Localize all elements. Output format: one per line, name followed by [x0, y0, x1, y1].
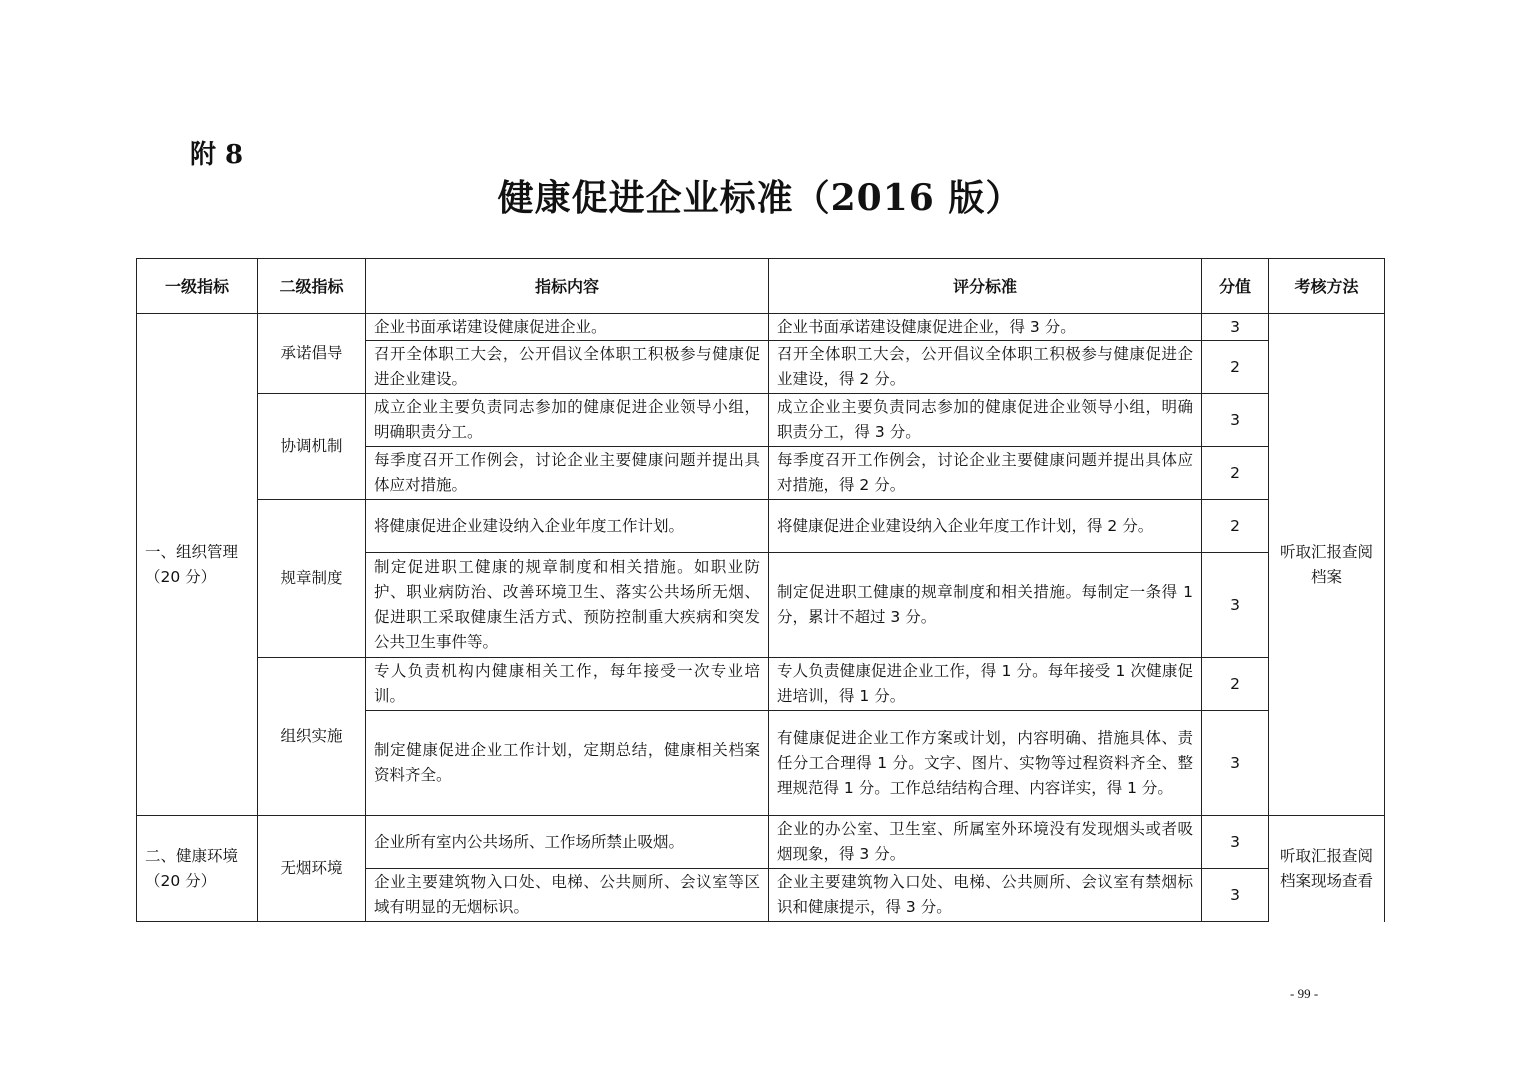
criteria-cell: 成立企业主要负责同志参加的健康促进企业领导小组，明确职责分工，得 3 分。: [769, 394, 1202, 447]
score-cell: 3: [1202, 711, 1269, 816]
content-cell: 制定健康促进企业工作计划，定期总结，健康相关档案资料齐全。: [366, 711, 769, 816]
score-cell: 2: [1202, 447, 1269, 500]
content-cell: 召开全体职工大会，公开倡议全体职工积极参与健康促进企业建设。: [366, 341, 769, 394]
document-title: 健康促进企业标准（2016 版）: [497, 177, 1023, 219]
criteria-cell: 企业书面承诺建设健康促进企业，得 3 分。: [769, 314, 1202, 341]
header-criteria: 评分标准: [769, 259, 1202, 314]
criteria-cell: 有健康促进企业工作方案或计划，内容明确、措施具体、责任分工合理得 1 分。文字、图片、实物等过程资料齐全、整理规范得 1 分。工作总结结构合理、内容详实，得 1 分。: [769, 711, 1202, 816]
method-cell: 听取汇报查阅档案现场查看: [1269, 816, 1385, 922]
level2-cell: 组织实施: [258, 658, 366, 816]
criteria-cell: 企业的办公室、卫生室、所属室外环境没有发现烟头或者吸烟现象，得 3 分。: [769, 816, 1202, 869]
table-row: [137, 500, 1385, 553]
page-number: - 99 -: [1290, 986, 1319, 1001]
header-method: 考核方法: [1269, 259, 1385, 314]
criteria-cell: 制定促进职工健康的规章制度和相关措施。每制定一条得 1 分，累计不超过 3 分。: [769, 553, 1202, 658]
table-row: [137, 658, 1385, 711]
standards-table: [136, 258, 1385, 922]
score-cell: 3: [1202, 816, 1269, 869]
score-cell: 3: [1202, 394, 1269, 447]
score-cell: 2: [1202, 658, 1269, 711]
header-content: 指标内容: [366, 259, 769, 314]
content-cell: 专人负责机构内健康相关工作，每年接受一次专业培训。: [366, 658, 769, 711]
header-score: 分值: [1202, 259, 1269, 314]
content-cell: 制定促进职工健康的规章制度和相关措施。如职业防护、职业病防治、改善环境卫生、落实公共场所无烟、促进职工采取健康生活方式、预防控制重大疾病和突发公共卫生事件等。: [366, 553, 769, 658]
table-row: [137, 816, 1385, 869]
level2-cell: 规章制度: [258, 500, 366, 658]
content-cell: 成立企业主要负责同志参加的健康促进企业领导小组，明确职责分工。: [366, 394, 769, 447]
content-cell: 企业主要建筑物入口处、电梯、公共厕所、会议室等区域有明显的无烟标识。: [366, 869, 769, 922]
header-level2: 二级指标: [258, 259, 366, 314]
criteria-cell: 企业主要建筑物入口处、电梯、公共厕所、会议室有禁烟标识和健康提示，得 3 分。: [769, 869, 1202, 922]
score-cell: 3: [1202, 869, 1269, 922]
content-cell: 企业所有室内公共场所、工作场所禁止吸烟。: [366, 816, 769, 869]
method-cell: 听取汇报查阅档案: [1269, 314, 1385, 816]
table-header-row: [137, 259, 1385, 314]
criteria-cell: 召开全体职工大会，公开倡议全体职工积极参与健康促进企业建设，得 2 分。: [769, 341, 1202, 394]
criteria-cell: 专人负责健康促进企业工作，得 1 分。每年接受 1 次健康促进培训，得 1 分。: [769, 658, 1202, 711]
level2-cell: 无烟环境: [258, 816, 366, 922]
appendix-label: 附 8: [190, 140, 244, 170]
header-level1: 一级指标: [137, 259, 258, 314]
level2-cell: 承诺倡导: [258, 314, 366, 394]
content-cell: 企业书面承诺建设健康促进企业。: [366, 314, 769, 341]
content-cell: 将健康促进企业建设纳入企业年度工作计划。: [366, 500, 769, 553]
criteria-cell: 每季度召开工作例会，讨论企业主要健康问题并提出具体应对措施，得 2 分。: [769, 447, 1202, 500]
criteria-cell: 将健康促进企业建设纳入企业年度工作计划，得 2 分。: [769, 500, 1202, 553]
table-row: [137, 314, 1385, 341]
score-cell: 2: [1202, 500, 1269, 553]
score-cell: 3: [1202, 314, 1269, 341]
table-row: [137, 394, 1385, 447]
level1-cell: 二、健康环境（20 分）: [137, 816, 258, 922]
score-cell: 2: [1202, 341, 1269, 394]
content-cell: 每季度召开工作例会，讨论企业主要健康问题并提出具体应对措施。: [366, 447, 769, 500]
score-cell: 3: [1202, 553, 1269, 658]
level2-cell: 协调机制: [258, 394, 366, 500]
level1-cell: 一、组织管理（20 分）: [137, 314, 258, 816]
